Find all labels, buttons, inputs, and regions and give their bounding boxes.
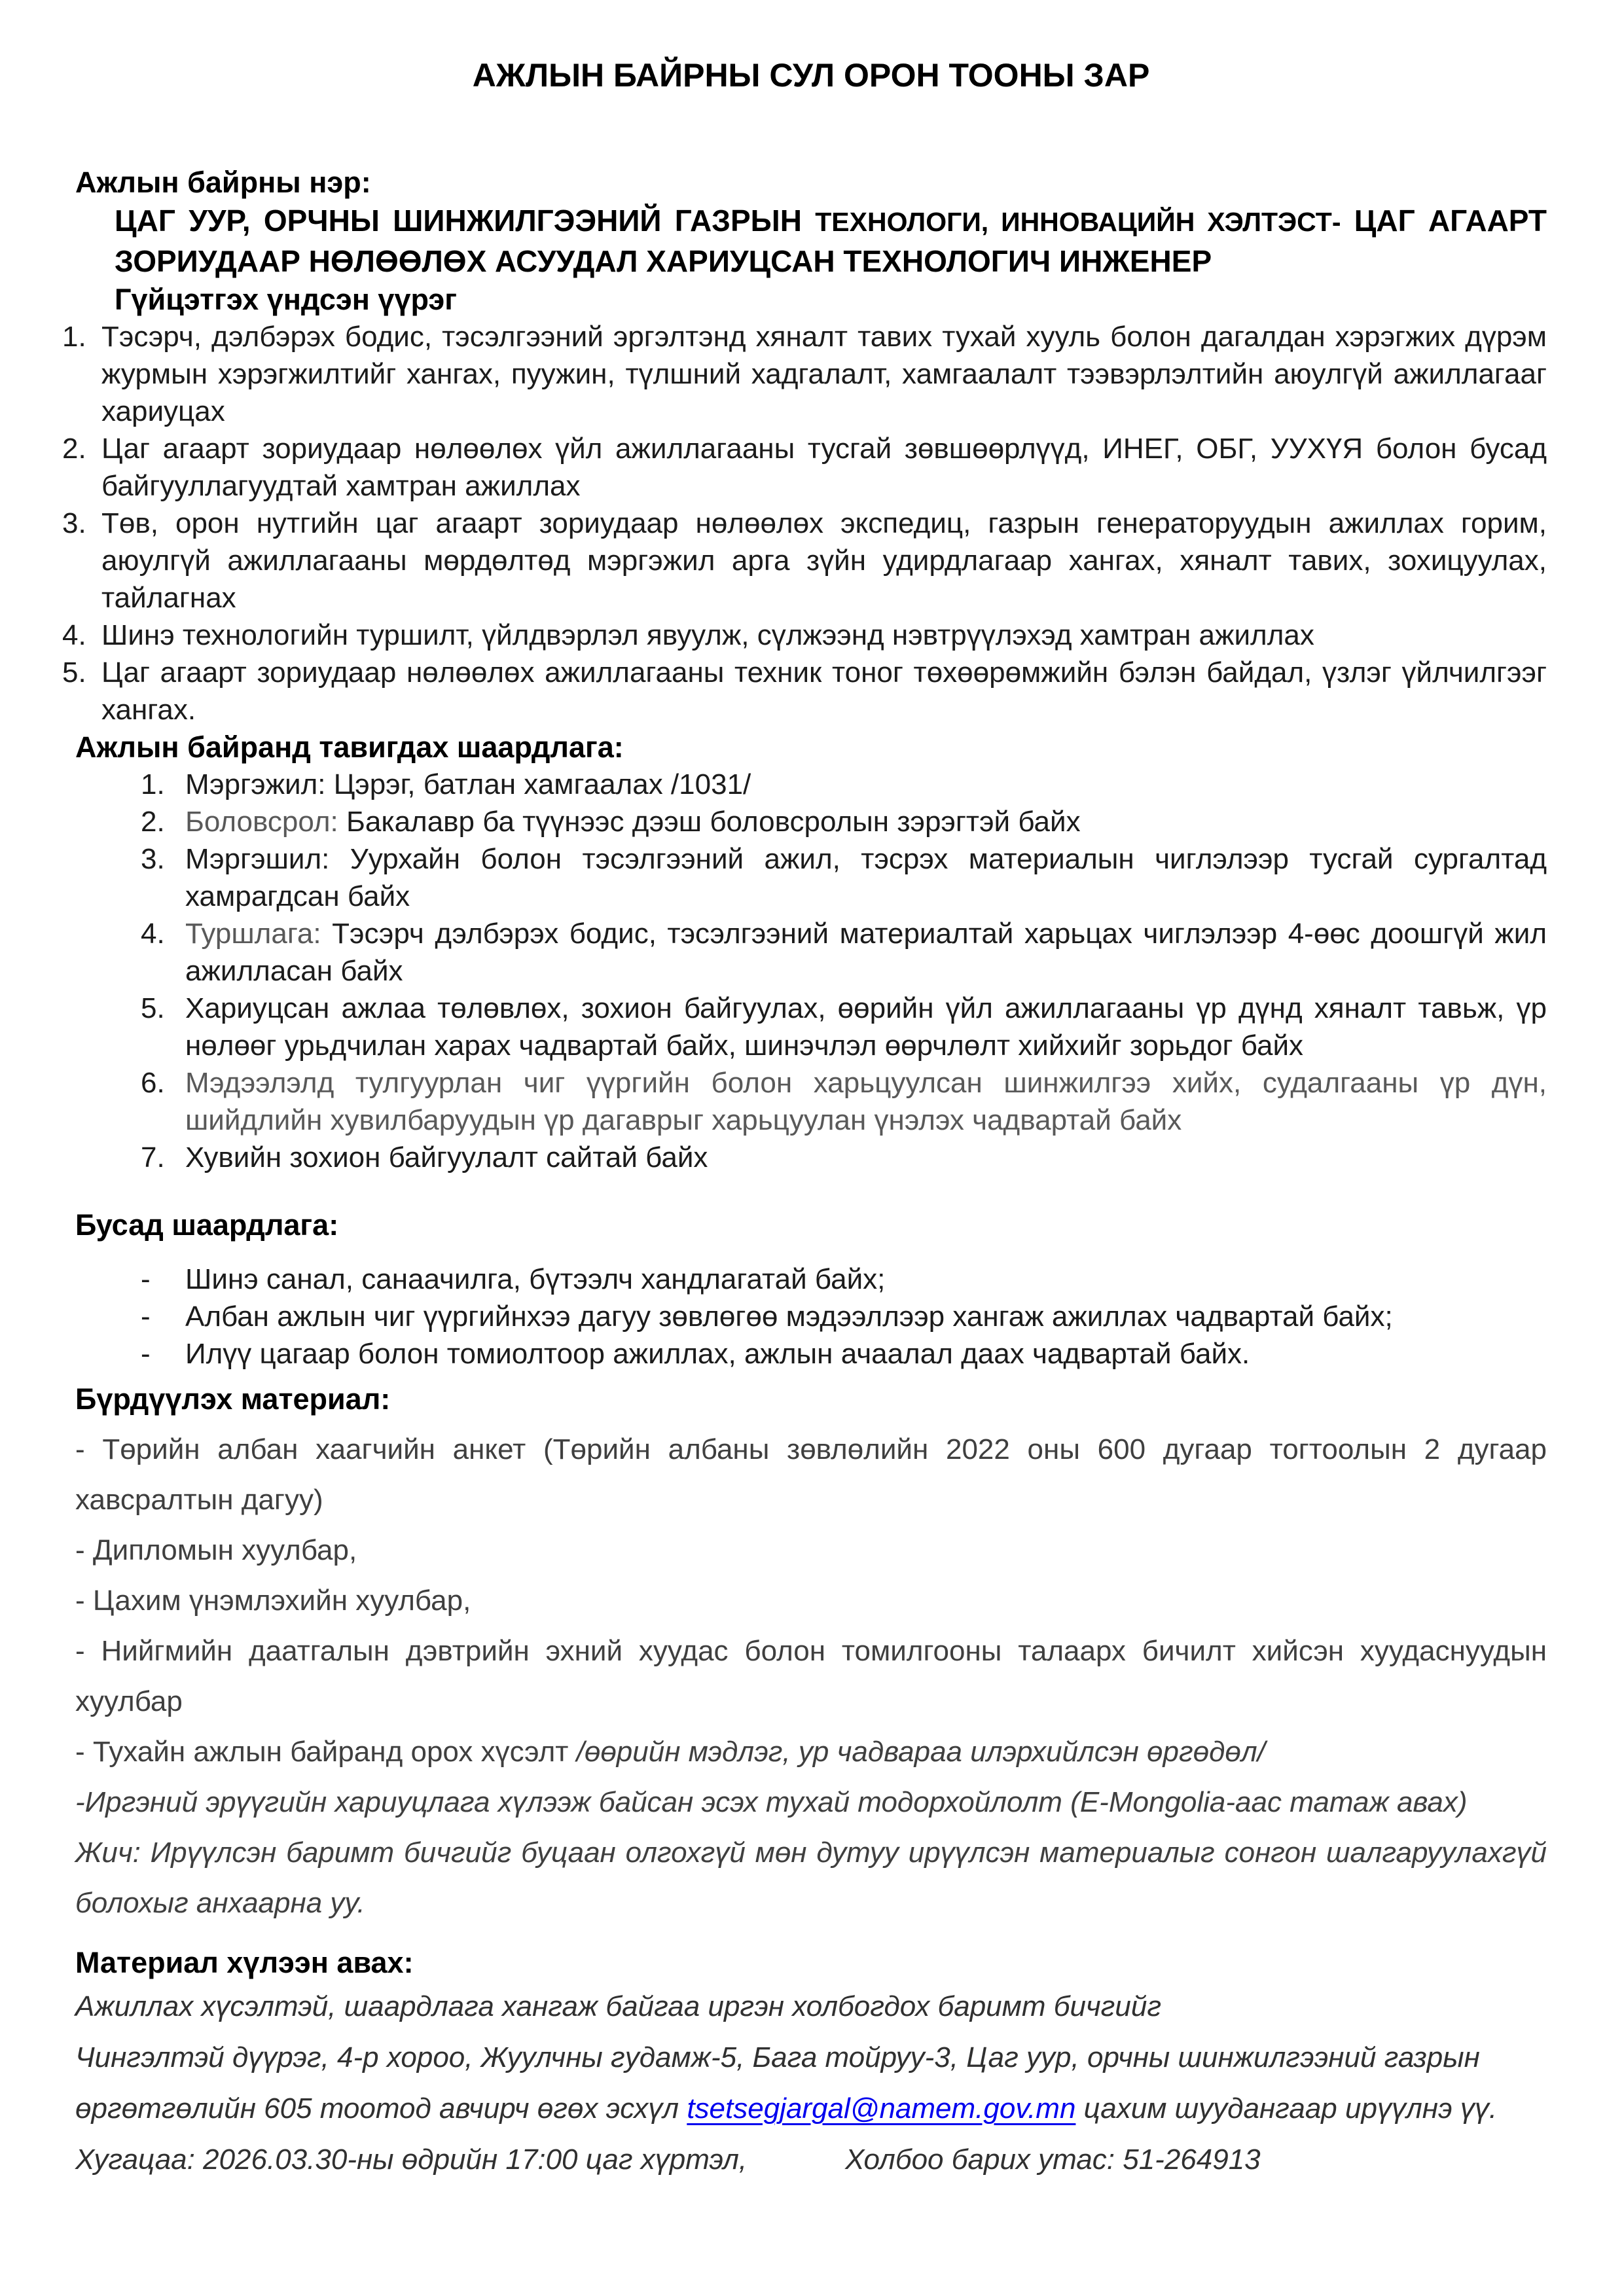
page-title: АЖЛЫН БАЙРНЫ СУЛ ОРОН ТООНЫ ЗАР [472, 57, 1150, 94]
requirement-item [75, 803, 1547, 840]
reception-line-2: Чингэлтэй дүүрэг, 4-р хороо, Жуулчны гудамж-5, Бага тойруу-3, Цаг уур, орчны шинжилгээний газрын [75, 2041, 1480, 2073]
reception-line-3 [75, 2083, 1547, 2134]
reception-line-3-after: цахим шуудангаар ирүүлнэ үү. [1075, 2092, 1498, 2125]
other-requirements-list [75, 1261, 1547, 1372]
requirement-value: Цэрэг, батлан хамгаалах /1031/ [325, 768, 751, 800]
duty-text: Шинэ технологийн туршилт, үйлдвэрлэл явуулж, сүлжээнд нэвтрүүлэхэд хамтран ажиллах [101, 619, 1314, 651]
duty-text: Цаг агаарт зориудаар нөлөөлөх ажиллагааны техник тоног төхөөрөмжийн бэлэн байдал, үзлэг үйлчилгээг хангах. [101, 656, 1547, 726]
duty-item [62, 505, 1547, 617]
requirement-value: Уурхайн болон тэсэлгээний ажил, тэсрэх материалын чиглэлээр тусгай сургалтад хамрагдсан байх [185, 843, 1547, 912]
materials-list [75, 1424, 1547, 1928]
other-requirements-heading: Бусад шаардлага: [75, 1208, 339, 1242]
deadline-text: Хугацаа: 2026.03.30-ны өдрийн 17:00 цаг хүртэл, [75, 2144, 748, 2176]
duty-item [62, 617, 1547, 654]
requirement-item [75, 915, 1547, 990]
requirement-value: Тэсэрч дэлбэрэх бодис, тэсэлгээний материалтай харьцах чиглэлээр 4-өөс доошгүй жил ажилласан байх [185, 918, 1547, 987]
reception-section [75, 1981, 1547, 2185]
job-request-italic: /өөрийн мэдлэг, ур чадвараа илэрхийлсэн өргөдөл/ [576, 1736, 1265, 1768]
requirements-list [75, 766, 1547, 1176]
material-item-job-request [75, 1727, 1547, 1777]
materials-heading: Бүрдүүлэх материал: [75, 1382, 391, 1416]
dash-text: Илүү цагаар болон томиолтоор ажиллах, ажлын ачаалал даах чадвартай байх. [185, 1338, 1250, 1370]
duty-text: Төв, орон нутгийн цаг агаарт зориудаар нөлөөлөх экспедиц, газрын генераторуудын ажиллах горим, аюулгүй ажиллагааны мөрдөлтөд мэргэжил арга зүйн удирдлагаар хангах, хяналт тавих, зохицуулах, тайлагнах [101, 507, 1547, 614]
requirement-number: 3. [141, 843, 165, 875]
duty-number: 4. [62, 619, 86, 651]
duty-item [62, 430, 1547, 505]
position-title-run-3: ЦАГ АГААРТ ЗОРИУДААР НӨЛӨӨЛӨХ АСУУДАЛ ХАРИУЦСАН ТЕХНОЛОГИЧ ИНЖЕНЕР [115, 204, 1547, 278]
tab-gap [747, 2134, 845, 2185]
position-title [115, 201, 1547, 281]
requirement-text: Хувийн зохион байгуулалт сайтай байх [185, 1141, 708, 1174]
duty-text: Цаг агаарт зориудаар нөлөөлөх үйл ажиллагааны тусгай зөвшөөрлүүд, ИНЕГ, ОБГ, УУХҮЯ болон бусад байгууллагуудтай хамтран ажиллах [101, 433, 1547, 502]
position-title-run-1: ЦАГ УУР, ОРЧНЫ ШИНЖИЛГЭЭНИЙ ГАЗРЫН [115, 204, 816, 238]
duty-item [62, 318, 1547, 430]
duty-text: Тэсэрч, дэлбэрэх бодис, тэсэлгээний эргэлтэнд хяналт тавих тухай хууль болон дагалдан хэрэгжих дүрэм журмын хэрэгжилтийг хангах, пуужин, түлшний хадгалалт, хамгаалалт тээвэрлэлтийн аюулгүй ажиллагааг хариуцах [101, 321, 1547, 427]
requirement-label: Мэргэжил: [185, 768, 326, 800]
material-item-id-copy: - Цахим үнэмлэхийн хуулбар, [75, 1585, 471, 1617]
job-request-text: - Тухайн ажлын байранд орох хүсэлт [75, 1736, 577, 1768]
requirement-text: Мэдээлэлд тулгуурлан чиг үүргийн болон харьцуулсан шинжилгээ хийх, судалгааны үр дүн, шийдлийн хувилбаруудын үр дагаврыг харьцуулан үнэлэх чадвартай байх [185, 1067, 1547, 1136]
dash-item [75, 1335, 1547, 1372]
dash-marker: - [141, 1300, 151, 1333]
duty-number: 1. [62, 321, 86, 353]
requirement-label: Боловсрол: [185, 806, 338, 838]
requirements-heading: Ажлын байранд тавигдах шаардлага: [75, 730, 624, 764]
duties-list [62, 318, 1547, 728]
requirement-label: Мэргэшил: [185, 843, 330, 875]
duty-number: 2. [62, 433, 86, 465]
requirement-text: Хариуцсан ажлаа төлөвлөх, зохион байгуулах, өөрийн үйл ажиллагааны үр дүнд хяналт тавьж, үр нөлөөг урьдчилан харах чадвартай байх, шинэчлэл өөрчлөлт хийхийг зорьдог байх [185, 992, 1547, 1062]
requirement-number: 4. [141, 918, 165, 950]
requirement-text [185, 840, 1547, 915]
requirement-item [75, 1064, 1547, 1139]
position-name-label: Ажлын байрны нэр: [75, 166, 371, 199]
requirement-text [185, 803, 1547, 840]
duty-number: 3. [62, 507, 86, 539]
material-item-diploma: - Дипломын хуулбар, [75, 1534, 357, 1566]
contact-phone: Холбоо барих утас: 51-264913 [845, 2144, 1261, 2176]
dash-marker: - [141, 1338, 151, 1370]
duty-item [62, 654, 1547, 728]
requirement-number: 2. [141, 806, 165, 838]
requirement-value: Бакалавр ба түүнээс дээш боловсролын зэрэгтэй байх [338, 806, 1081, 838]
requirement-number: 1. [141, 768, 165, 800]
requirement-number: 6. [141, 1067, 165, 1099]
dash-marker: - [141, 1263, 151, 1295]
dash-item [75, 1261, 1547, 1298]
requirement-text [185, 915, 1547, 990]
requirement-item [75, 840, 1547, 915]
reception-line-3-before: өргөтгөлийн 605 тоотод авчирч өгөх эсхүл [75, 2092, 687, 2125]
dash-item [75, 1298, 1547, 1335]
reception-line-1: Ажиллах хүсэлтэй, шаардлага хангаж байгаа иргэн холбогдох баримт бичгийг [75, 1990, 1162, 2022]
duties-heading: Гүйцэтгэх үндсэн үүрэг [115, 283, 457, 316]
material-item-criminal-record: -Иргэний эрүүгийн хариуцлага хүлээж байсан эсэх тухай тодорхойлолт (E-Mongolia-аас татаж авах) [75, 1786, 1468, 1818]
position-title-run-2: ТЕХНОЛОГИ, ИННОВАЦИЙН ХЭЛТЭСТ- [815, 207, 1341, 237]
materials-note: Жич: Ирүүлсэн баримт бичгийг буцаан олгохгүй мөн дутуу ирүүлсэн материалыг сонгон шалгаруулахгүй болохыг анхаарна уу. [75, 1837, 1547, 1919]
requirement-number: 5. [141, 992, 165, 1024]
dash-text: Шинэ санал, санаачилга, бүтээлч хандлагатай байх; [185, 1263, 886, 1295]
requirement-item [75, 1139, 1547, 1176]
material-item-anket: - Төрийн албан хаагчийн анкет (Төрийн албаны зөвлөлийн 2022 оны 600 дугаар тогтоолын 2 дугаар хавсралтын дагуу) [75, 1433, 1547, 1516]
material-item-insurance: - Нийгмийн даатгалын дэвтрийн эхний хуудас болон томилгооны талаарх бичилт хийсэн хуудаснуудын хуулбар [75, 1635, 1547, 1717]
requirement-item [75, 990, 1547, 1064]
email-link[interactable]: tsetsegjargal@namem.gov.mn [687, 2092, 1076, 2125]
requirement-number: 7. [141, 1141, 165, 1174]
requirement-item [75, 766, 1547, 803]
reception-heading: Материал хүлээн авах: [75, 1946, 414, 1979]
closing-line [75, 2134, 1547, 2185]
requirement-text [185, 766, 1547, 803]
dash-text: Албан ажлын чиг үүргийнхээ дагуу зөвлөгөө мэдээллээр хангаж ажиллах чадвартай байх; [185, 1300, 1393, 1333]
duty-number: 5. [62, 656, 86, 689]
requirement-label: Туршлага: [185, 918, 321, 950]
